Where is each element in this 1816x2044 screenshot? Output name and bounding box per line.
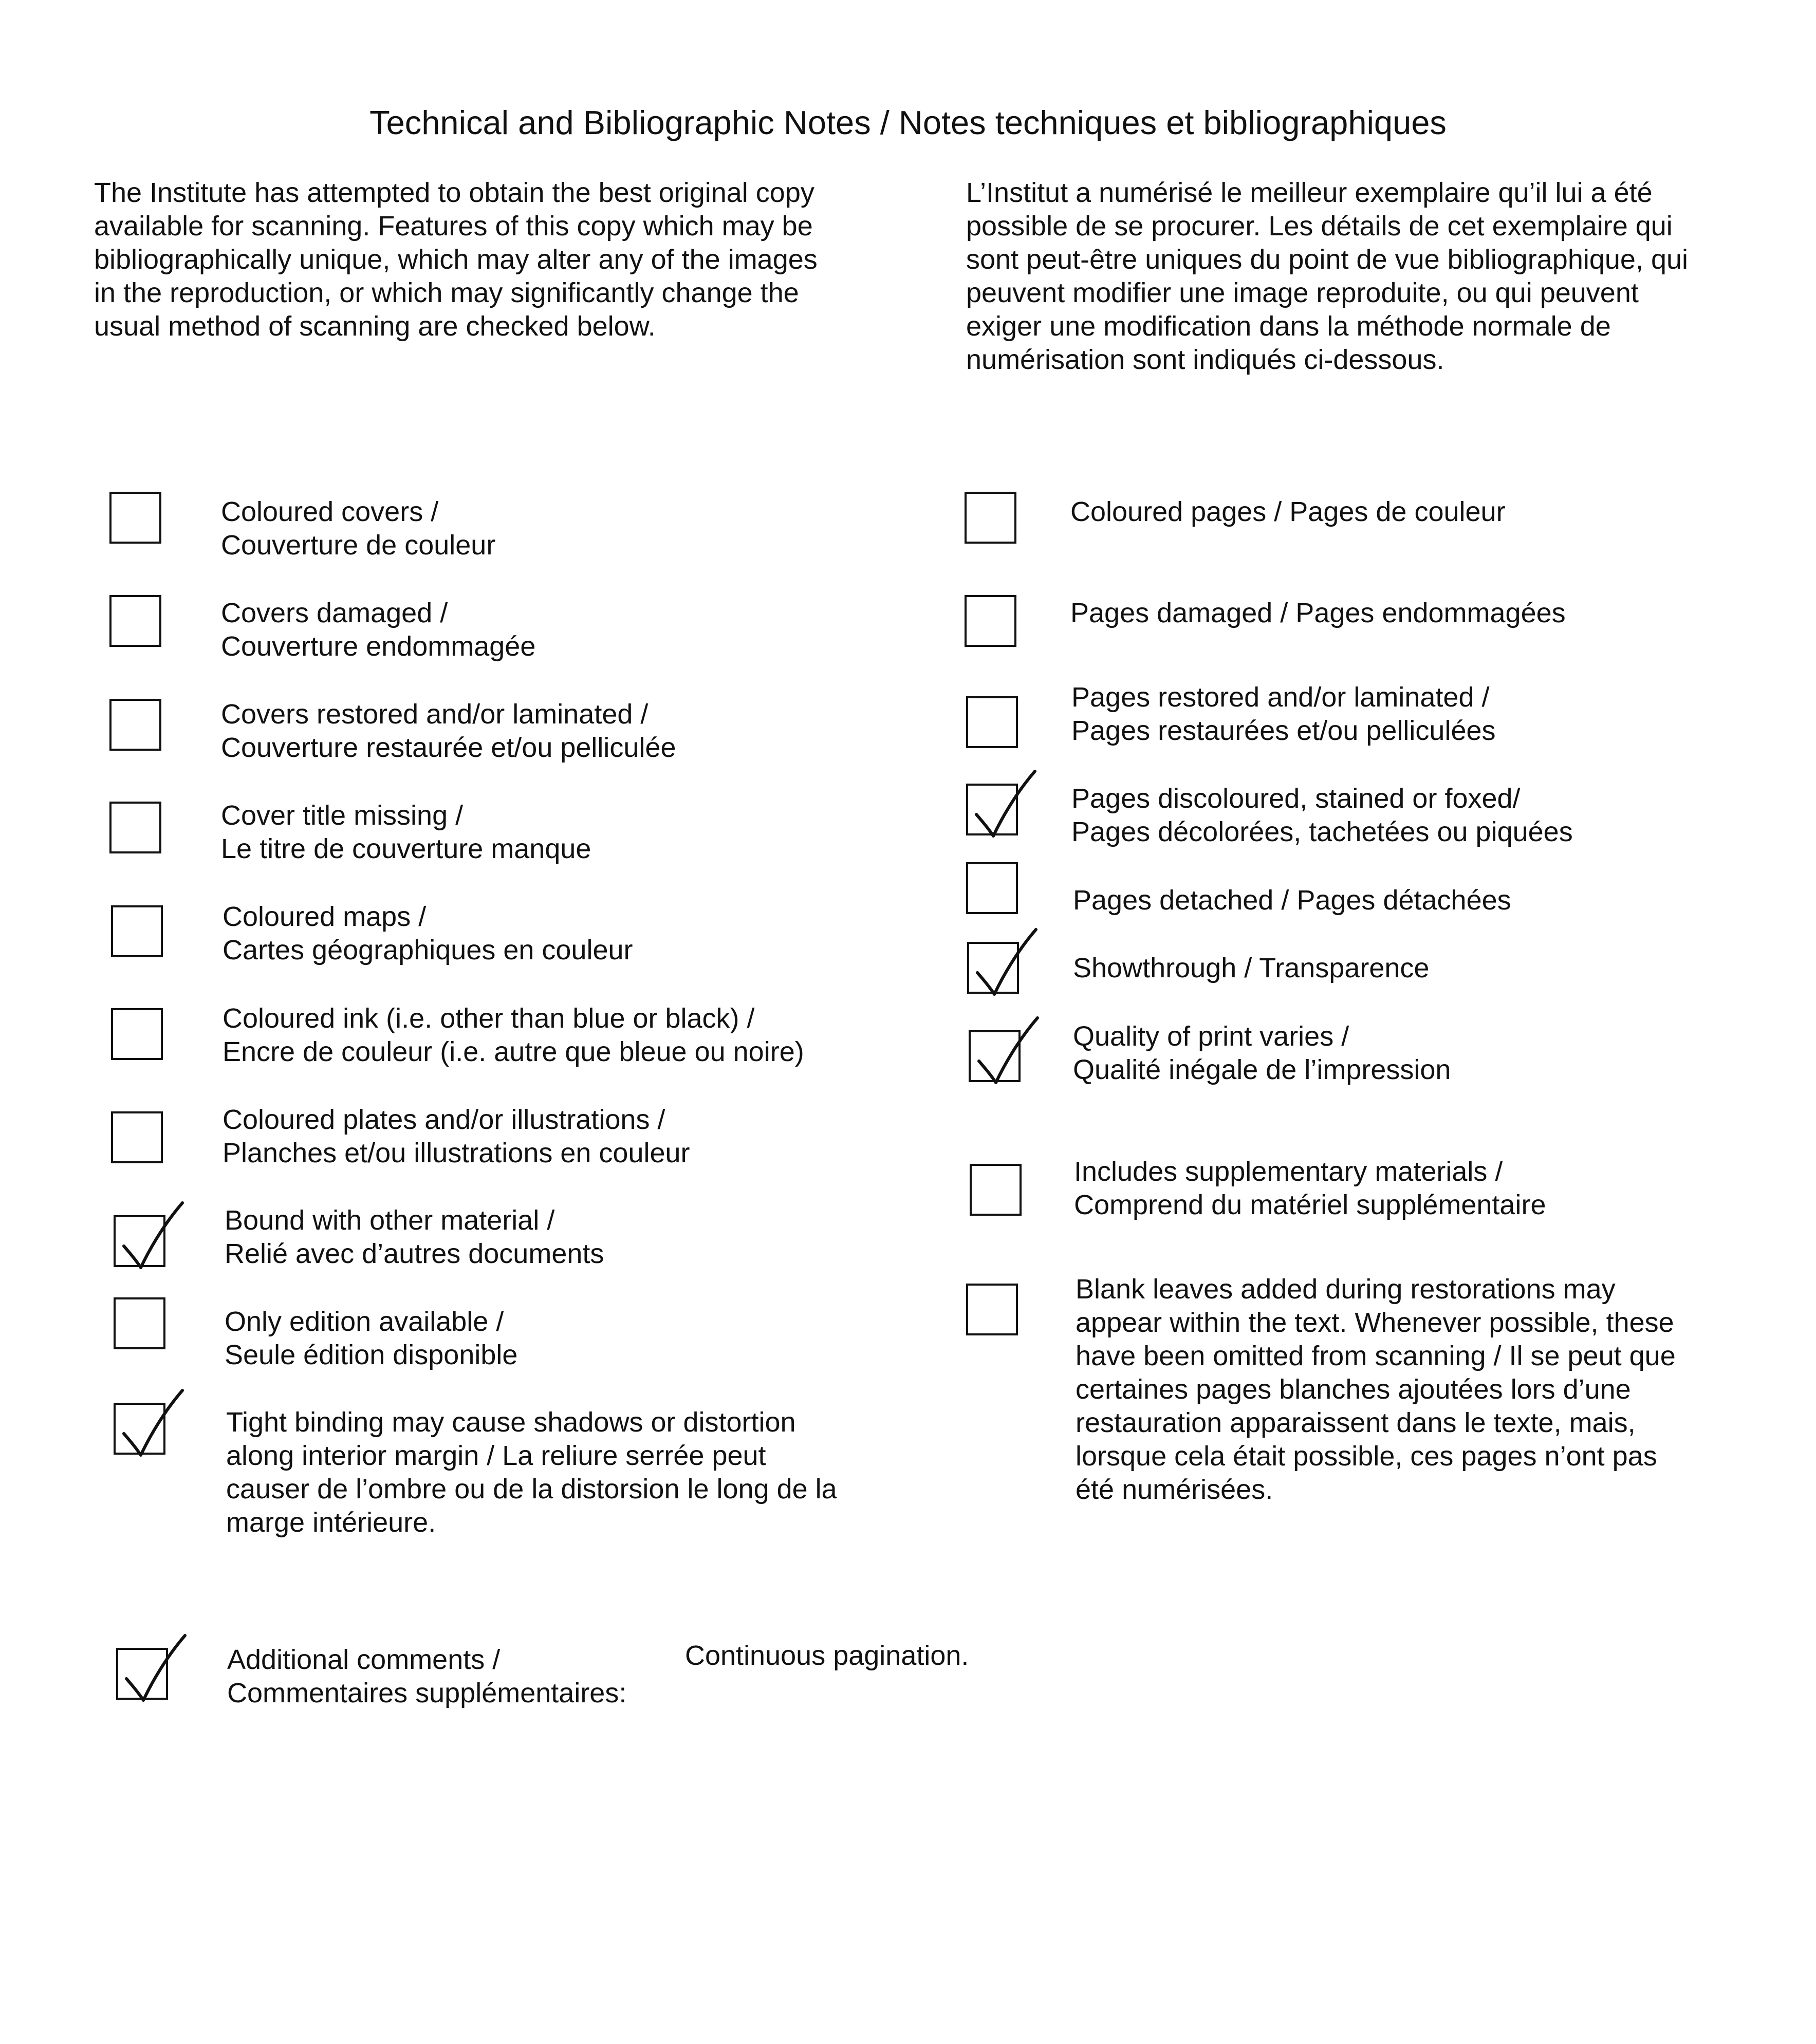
checkbox-cover-title-missing[interactable] (109, 802, 161, 853)
label-only-edition: Only edition available / Seule édition disponible (225, 1306, 518, 1370)
label-bound-with-other-material: Bound with other material / Relié avec d’autres documents (225, 1205, 604, 1269)
label-coloured-plates: Coloured plates and/or illustrations / Planches et/ou illustrations en couleur (223, 1104, 690, 1168)
label-tight-binding: Tight binding may cause shadows or distortion along interior margin / La reliure serrée peut causer de l’ombre ou de la distorsion le long de la marge intérieure. (226, 1407, 837, 1538)
label-pages-restored: Pages restored and/or laminated / Pages restaurées et/ou pelliculées (1071, 682, 1496, 746)
checkbox-pages-restored[interactable] (966, 696, 1018, 748)
checkbox-supplementary-materials[interactable] (970, 1164, 1022, 1216)
label-coloured-ink: Coloured ink (i.e. other than blue or black) / Encre de couleur (i.e. autre que bleue ou noire) (223, 1003, 804, 1067)
label-showthrough: Showthrough / Transparence (1073, 953, 1430, 983)
checkbox-coloured-ink[interactable] (111, 1008, 163, 1060)
checkbox-pages-discoloured[interactable] (966, 784, 1018, 835)
label-blank-leaves: Blank leaves added during restorations may appear within the text. Whenever possible, these have been omitted from scanning / Il se peut que certaines pages blanches ajoutées lors d’une restauration apparaissent dans le texte, mais, lorsque cela était possible, ces pages n’ont pas été numérisées. (1076, 1274, 1676, 1505)
label-covers-damaged: Covers damaged / Couverture endommagée (221, 598, 536, 662)
checkbox-coloured-maps[interactable] (111, 905, 163, 957)
checkbox-quality-of-print[interactable] (969, 1030, 1021, 1082)
checkmark-icon (115, 1633, 192, 1711)
checkmark-icon (968, 1016, 1045, 1093)
checkbox-coloured-pages[interactable] (965, 492, 1016, 544)
label-pages-discoloured: Pages discoloured, stained or foxed/ Pages décolorées, tachetées ou piquées (1071, 783, 1573, 847)
intro-french: L’Institut a numérisé le meilleur exemplaire qu’il lui a été possible de se procurer. Les détails de cet exemplaire qui sont peut-être uniques du point de vue bibliographique, qui peuvent modifier une image reproduite, ou qui peuvent exiger une modification dans la méthode normale de numérisation sont indiqués ci-dessous. (966, 177, 1689, 375)
checkbox-bound-with-other-material[interactable] (114, 1215, 165, 1267)
checkbox-blank-leaves[interactable] (966, 1284, 1018, 1335)
label-cover-title-missing: Cover title missing / Le titre de couverture manque (221, 800, 591, 864)
additional-comments-value: Continuous pagination. (685, 1640, 969, 1671)
label-pages-damaged: Pages damaged / Pages endommagées (1070, 598, 1566, 628)
label-coloured-covers: Coloured covers / Couverture de couleur (221, 496, 496, 561)
label-additional-comments: Additional comments / Commentaires supplémentaires: (227, 1644, 627, 1708)
checkbox-coloured-covers[interactable] (109, 492, 161, 544)
checkmark-icon (965, 769, 1042, 846)
checkbox-tight-binding[interactable] (114, 1403, 165, 1455)
checkbox-pages-detached[interactable] (966, 862, 1018, 914)
page-title: Technical and Bibliographic Notes / Notes techniques et bibliographiques (369, 104, 1447, 141)
checkmark-icon (966, 927, 1043, 1005)
label-covers-restored: Covers restored and/or laminated / Couverture restaurée et/ou pelliculée (221, 699, 676, 763)
label-supplementary-materials: Includes supplementary materials / Comprend du matériel supplémentaire (1074, 1156, 1546, 1220)
checkbox-showthrough[interactable] (967, 942, 1019, 994)
label-quality-of-print: Quality of print varies / Qualité inégale de l’impression (1073, 1021, 1451, 1085)
checkbox-pages-damaged[interactable] (965, 595, 1016, 647)
checkmark-icon (113, 1388, 190, 1465)
intro-english: The Institute has attempted to obtain the best original copy available for scanning. Features of this copy which may be bibliographically unique, which may alter any of the images in the reproduction, or which may significantly change the usual method of scanning are checked below. (94, 177, 818, 342)
checkbox-covers-restored[interactable] (109, 699, 161, 751)
checkmark-icon (113, 1201, 190, 1278)
label-coloured-maps: Coloured maps / Cartes géographiques en couleur (223, 901, 633, 965)
checkbox-coloured-plates[interactable] (111, 1111, 163, 1163)
checkbox-only-edition[interactable] (114, 1297, 165, 1349)
checkbox-covers-damaged[interactable] (109, 595, 161, 647)
label-coloured-pages: Coloured pages / Pages de couleur (1070, 496, 1506, 527)
checkbox-additional-comments[interactable] (116, 1648, 168, 1700)
label-pages-detached: Pages detached / Pages détachées (1073, 885, 1511, 916)
